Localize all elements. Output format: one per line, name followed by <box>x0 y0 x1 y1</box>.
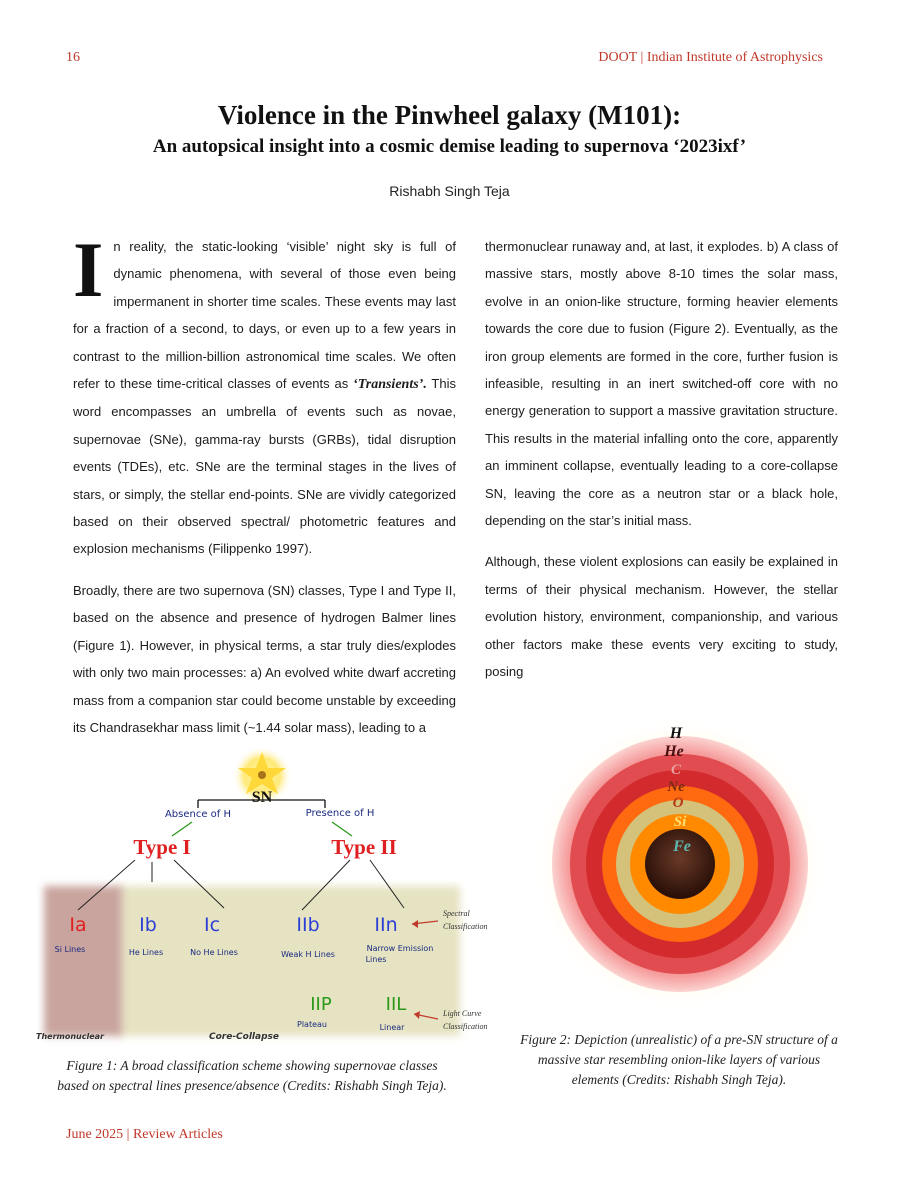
column-left <box>73 226 456 741</box>
label-he: He <box>664 743 684 760</box>
absence-label: Absence of H <box>164 809 232 820</box>
class-iip: IIP <box>310 994 332 1015</box>
class-ib: Ib <box>139 914 157 936</box>
class-ib-desc: He Lines <box>128 948 164 957</box>
core-collapse-region <box>118 886 460 1036</box>
core-collapse-label: Core-Collapse <box>208 1032 280 1042</box>
label-h: H <box>669 725 683 742</box>
root-label: SN <box>251 789 273 806</box>
class-iip-desc: Plateau <box>297 1020 327 1029</box>
paragraph-intro: In reality, the static-looking ‘visible’ night sky is full of dynamic phenomena, with several of those even being impermanent in shorter time scales. These events may last for a fraction of a second, to days, or even up to a few years in contrast to the million-billion astronomical time scales. We often refer to these time-critical classes of events as ‘Transients’. This word encompasses an umbrella of events such as novae, supernovae (SNe), gamma-ray bursts (GRBs), tidal disruption events (TDEs), etc. SNe are the terminal stages in the lives of stars, or simply, the stellar end-points. SNe are vividly categorized based on their observed spectral/ photometric features and explosion mechanisms (Filippenko 1997). <box>73 226 456 557</box>
figure1-caption: Figure 1: A broad classification scheme showing supernovae classes based on spectral lines presence/absence (Credits: Rishabh Singh Teja). <box>57 1058 447 1093</box>
class-ic-desc: No He Lines <box>190 948 238 957</box>
paragraph-classes: Broadly, there are two supernova (SN) classes, Type I and Type II, based on the absence and presence of hydrogen Balmer lines (Figure 1). However, in physical terms, a star truly dies/explodes with only two main processes: a) An evolved white dwarf accreting mass from a companion star could become unstable by exceeding its Chandrasekhar mass limit (~1.44 solar mass), leading to a <box>73 582 456 735</box>
svg-text:Spectral: Spectral <box>443 909 470 918</box>
presence-label: Presence of H <box>305 808 375 819</box>
article-title: Violence in the Pinwheel galaxy (M101): <box>217 100 682 130</box>
figure-classification-diagram <box>36 748 488 1044</box>
class-iin-desc: Narrow Emission <box>366 944 434 953</box>
paragraph-study: Although, these violent explosions can easily be explained in terms of their physical mechanism. However, the stellar evolution history, environment, companionship, and various other factors make these events very exciting to study, posing <box>485 554 838 680</box>
class-iin: IIn <box>374 914 398 936</box>
svg-text:Light Curve: Light Curve <box>443 1009 482 1018</box>
page-header <box>66 50 823 70</box>
class-ia: Ia <box>69 914 87 936</box>
svg-text:Classification: Classification <box>443 1022 488 1031</box>
class-ic: Ic <box>203 914 221 936</box>
transients-term: ‘Transients’. <box>353 377 427 393</box>
journal-name: DOOT | Indian Institute of Astrophysics <box>598 50 823 65</box>
class-iib-desc: Weak H Lines <box>281 950 335 959</box>
page-number: 16 <box>66 50 80 65</box>
thermonuclear-label: Thermonuclear <box>36 1032 104 1041</box>
label-fe: Fe <box>673 838 691 855</box>
type-i-label: Type I <box>133 835 191 859</box>
class-iil-desc: Linear <box>379 1023 405 1032</box>
drop-cap: I <box>73 226 104 313</box>
svg-text:Classification: Classification <box>443 922 488 931</box>
article-author: Rishabh Singh Teja <box>389 183 510 199</box>
type-ii-label: Type II <box>331 835 397 859</box>
figure-onion-structure <box>540 714 820 1014</box>
thermonuclear-region <box>44 886 122 1036</box>
column-right <box>485 233 838 686</box>
label-o: O <box>672 795 684 811</box>
page-footer: June 2025 | Review Articles <box>66 1127 223 1142</box>
class-iil: IIL <box>385 994 407 1015</box>
label-c: C <box>670 762 682 778</box>
class-iin-desc2: Lines <box>365 955 387 964</box>
label-si: Si <box>673 814 687 830</box>
figure2-caption: Figure 2: Depiction (unrealistic) of a pre-SN structure of a massive star resembling onion-like layers of various elements (Credits: Rishabh Singh Teja). <box>520 1032 838 1087</box>
article-subtitle: An autopsical insight into a cosmic demise leading to supernova ‘2023ixf’ <box>152 136 747 157</box>
paragraph-mechanism: thermonuclear runaway and, at last, it explodes. b) A class of massive stars, mostly above 8-10 times the solar mass, evolve in an onion-like structure, forming heavier elements towards the core due to fusion (Figure 2). Eventually, as the iron group elements are formed in the core, further fusion is infeasible, resulting in an inert switched-off core with no energy generation to support a massive gravitation structure. This results in the material infalling onto the core, apparently an imminent collapse, eventually leading to a core-collapse SN, leaving the core as a neutron star or a black hole, depending on the star’s initial mass. <box>485 239 838 529</box>
class-ia-desc: Si Lines <box>54 945 86 954</box>
class-iib: IIb <box>296 914 320 936</box>
label-ne: Ne <box>667 779 685 795</box>
